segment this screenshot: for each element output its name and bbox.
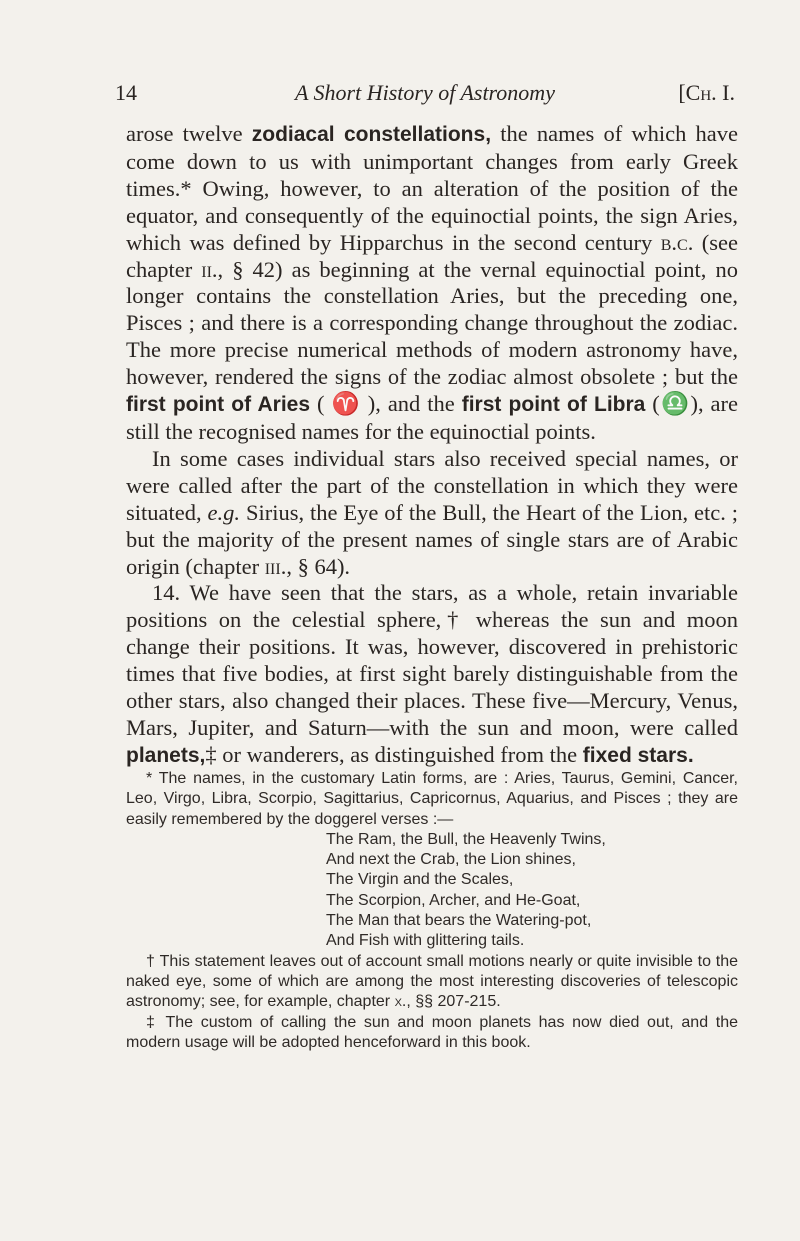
- term-fixed-stars: fixed stars.: [582, 743, 694, 767]
- text-run: (see chapter: [126, 229, 738, 282]
- footnote-small-motions: [126, 952, 738, 1013]
- text-run: x.: [394, 993, 407, 1011]
- paragraph-star-names: [126, 446, 738, 581]
- text-run: (♎), are still the recognised names for the equinoctial points.: [126, 391, 738, 444]
- paragraph-planets: [126, 580, 738, 769]
- text-run: Sirius, the Eye of the Bull, the Heart of the Lion, etc. ; but the majority of the present names of single stars are of Arabic origin (chapter: [126, 499, 738, 579]
- footnotes: [126, 769, 738, 1053]
- text-run: , § 42) as beginning at the vernal equinoctial point, no longer contains the constellation Aries, but the preceding one, Pisces ; and there is a corresponding change throughout the zodiac. The more precise numerical methods of modern astronomy have, however, rendered the signs of the zodiac almost obsolete ; but the: [126, 256, 738, 390]
- page-header: [115, 80, 735, 106]
- text-run: iii.: [264, 553, 287, 579]
- text-run: e.g.: [207, 499, 241, 525]
- running-title: A Short History of Astronomy: [295, 80, 555, 105]
- term-planets: planets,: [126, 743, 206, 767]
- doggerel-verse: [326, 830, 738, 952]
- text-run: ii.: [201, 256, 218, 282]
- verse-line: And next the Crab, the Lion shines,: [326, 851, 576, 869]
- verse-line: The Man that bears the Watering-pot,: [326, 912, 592, 930]
- verse-line: The Ram, the Bull, the Heavenly Twins,: [326, 830, 606, 848]
- text-run: ( ♈ ), and the: [310, 391, 462, 417]
- paragraph-zodiac: [126, 121, 738, 446]
- text-run: † This statement leaves out of account small motions nearly or quite invisible to the naked eye, some of which are among the most interesting discoveries of telescopic astronomy; see, for example, chapter: [126, 952, 738, 1011]
- text-run: , §§ 207-215.: [406, 993, 501, 1011]
- text-run: the names of which have come down to us with unimportant changes from early Greek times.* Owing, however, to an alteration of the position of the equator, and consequently of the equinoctial points, the sign Aries, which was defined by Hipparchus in the second century: [126, 121, 738, 255]
- verse-line: The Virgin and the Scales,: [326, 871, 514, 889]
- text-run: arose twelve: [126, 121, 252, 146]
- term-zodiacal-constellations: zodiacal constellations,: [251, 123, 492, 146]
- term-first-point-of-aries: first point of Aries: [126, 393, 311, 417]
- page-number: 14: [115, 80, 137, 105]
- verse-line: The Scorpion, Archer, and He-Goat,: [326, 891, 581, 909]
- footnote-zodiac-names: * The names, in the customary Latin forms, are : Aries, Taurus, Gemini, Cancer, Leo, Virgo, Libra, Scorpio, Sagittarius, Capricornus, Aquarius, and Pisces ; they are easily remembered by the doggerel verses :—: [126, 770, 738, 828]
- term-first-point-of-libra: first point of Libra: [461, 393, 646, 417]
- text-run: In some cases individual stars also received special names, or were called after the part of the constellation in which they were situated,: [126, 445, 738, 525]
- footnote-planets-usage: ‡ The custom of calling the sun and moon planets has now died out, and the modern usage will be adopted henceforward in this book.: [126, 1013, 738, 1051]
- text-run: 14. We have seen that the stars, as a whole, retain invariable positions on the celestial sphere,† whereas the sun and moon change their positions. It was, however, discovered in prehistoric times that five bodies, at first sight barely distinguishable from the other stars, also changed their places. These five—Mercury, Venus, Mars, Jupiter, and Saturn—with the sun and moon, were called: [126, 580, 738, 740]
- chapter-marker: [Ch. I.: [678, 80, 735, 105]
- main-text: [126, 121, 738, 770]
- text-run: ‡ or wanderers, as distinguished from the: [205, 741, 583, 767]
- verse-line: And Fish with glittering tails.: [326, 932, 525, 950]
- text-run: b.c.: [660, 229, 694, 255]
- text-run: , § 64).: [286, 553, 351, 579]
